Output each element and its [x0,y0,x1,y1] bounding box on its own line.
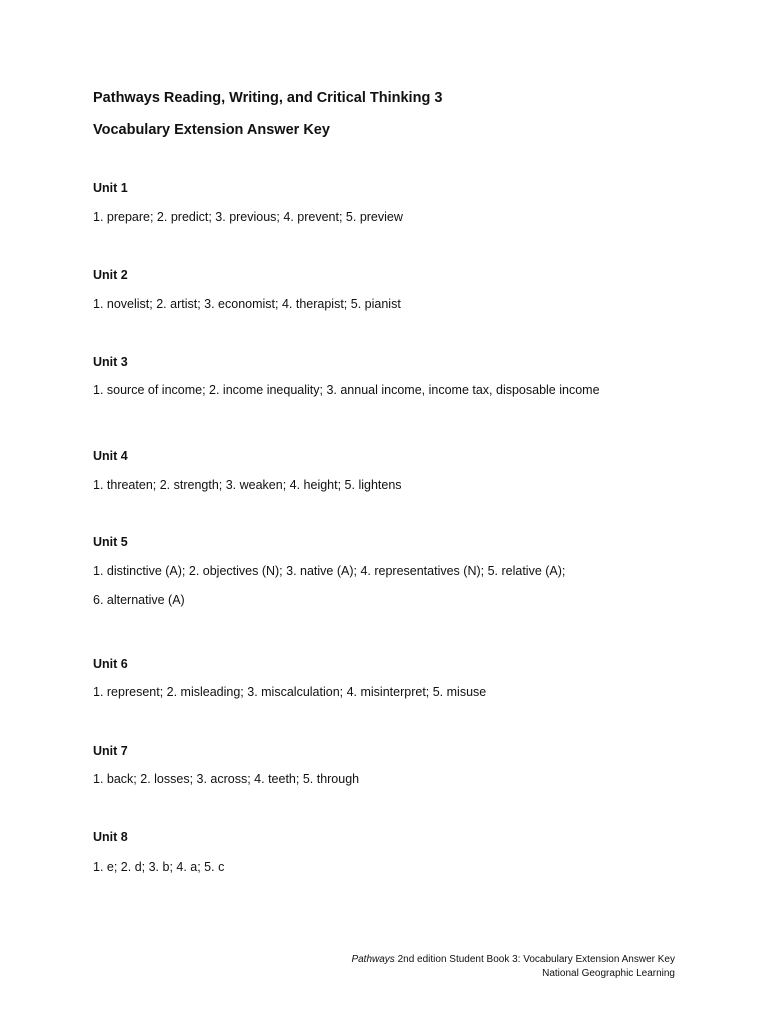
answer-line: 1. novelist; 2. artist; 3. economist; 4. therapist; 5. pianist [93,297,401,311]
unit-heading: Unit 7 [93,744,128,758]
unit-heading: Unit 1 [93,181,128,195]
answer-line: 1. source of income; 2. income inequality; 3. annual income, income tax, disposable income [93,383,600,397]
answer-line: 1. e; 2. d; 3. b; 4. a; 5. c [93,860,225,874]
footer-edition-text: 2nd edition Student Book 3: Vocabulary Extension Answer Key [394,954,675,965]
page-footer [351,953,675,981]
unit-heading: Unit 3 [93,355,128,369]
unit-heading: Unit 4 [93,449,128,463]
footer-publisher: National Geographic Learning [542,968,675,979]
answer-line: 6. alternative (A) [93,593,185,607]
footer-line-1 [351,953,675,967]
document-subtitle: Vocabulary Extension Answer Key [93,122,330,138]
unit-heading: Unit 6 [93,657,128,671]
answer-line: 1. prepare; 2. predict; 3. previous; 4. prevent; 5. preview [93,210,403,224]
document-title: Pathways Reading, Writing, and Critical Thinking 3 [93,90,443,106]
footer-book-title: Pathways [351,954,395,965]
answer-line: 1. represent; 2. misleading; 3. miscalculation; 4. misinterpret; 5. misuse [93,685,487,699]
answer-line: 1. distinctive (A); 2. objectives (N); 3. native (A); 4. representatives (N); 5. relative (A); [93,564,566,578]
unit-heading: Unit 5 [93,535,128,549]
unit-heading: Unit 2 [93,268,128,282]
answer-line: 1. threaten; 2. strength; 3. weaken; 4. height; 5. lightens [93,478,402,492]
unit-heading: Unit 8 [93,830,128,844]
answer-line: 1. back; 2. losses; 3. across; 4. teeth; 5. through [93,772,360,786]
